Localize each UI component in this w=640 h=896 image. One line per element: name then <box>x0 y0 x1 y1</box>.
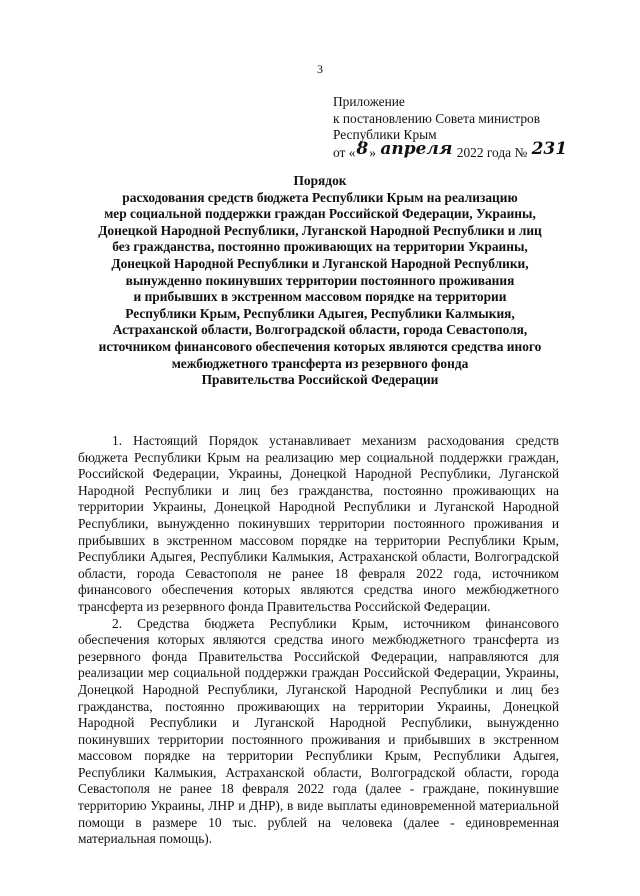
title-line: Республики Крым, Республики Адыгея, Республики Калмыкия, <box>125 305 515 321</box>
title-line: Донецкой Народной Республики, Луганской Народной Республики и лиц <box>98 222 542 238</box>
appendix-issuer: Республики Крым <box>333 127 437 143</box>
title-line: расходования средств бюджета Республики Крым на реализацию <box>122 189 518 205</box>
title-line: Правительства Российской Федерации <box>201 372 439 388</box>
document-body <box>78 433 559 848</box>
appendix-reference: к постановлению Совета министров <box>333 110 541 126</box>
handwritten-number: 231 <box>531 138 568 159</box>
title-line: источником финансового обеспечения которых являются средства иного <box>98 338 542 354</box>
title-line: и прибывших в экстренном массовом порядке на территории <box>133 289 507 305</box>
paragraph-2: 2. Средства бюджета Республики Крым, источником финансового обеспечения которых являются средства иного межбюджетного трансферта из резервного фонда Правительства Российской Федерации, направляются для реализации мер социальной поддержки граждан Российской Федерации, Украины, Донецкой Народной Республики, Луганской Народной Республики и лиц без гражданства, постоянно проживающих на территории Украины, Донецкой Народной Республики и Луганской Народной Республики, вынужденно покинувших территории постоянного проживания и прибывших в экстренном массовом порядке на территории Республики Крым, Республики Адыгея, Республики Калмыкия, Астраханской области, Волгоградской области, города Севастополя не ранее 18 февраля 2022 года (далее - граждане, покинувшие территорию Украины, ЛНР и ДНР), в виде выплаты единовременной материальной помощи в размере 10 тыс. рублей на человека (далее - единовременная материальная помощь). <box>78 615 559 847</box>
title-line: без гражданства, постоянно проживающих на территории Украины, <box>112 239 528 255</box>
title-line: Донецкой Народной Республики и Луганской Народной Республики, <box>111 255 529 271</box>
title-line: вынужденно покинувших территории постоянного проживания <box>125 272 515 288</box>
appendix-block <box>333 94 633 161</box>
paragraph-1: 1. Настоящий Порядок устанавливает механизм расходования средств бюджета Республики Крым на реализацию мер социальной поддержки граждан, Российской Федерации, Украины, Донецкой Народной Республики, Луганской Народной Республики и лиц без гражданства, постоянно проживающих на территории Украины, Донецкой Народной Республики и Луганской Народной Республики, вынужденно покинувших территории постоянного проживания и прибывших в экстренном массовом порядке на территории Республики Крым, Республики Адыгея, Республики Калмыкия, Астраханской области, Волгоградской области, города Севастополя не ранее 18 февраля 2022 года, источником финансового обеспечения которых являются средства иного межбюджетного трансферта из резервного фонда Правительства Российской Федерации. <box>78 433 559 614</box>
page-number: 3 <box>317 62 323 76</box>
title-heading: Порядок <box>293 173 347 188</box>
date-close: » <box>369 144 376 160</box>
handwritten-day: 8 <box>356 138 369 159</box>
title-line: межбюджетного трансферта из резервного фонда <box>171 355 469 371</box>
appendix-date-line <box>333 138 633 162</box>
year-text: 2022 года № <box>456 144 528 160</box>
document-title <box>70 173 570 389</box>
appendix-label: Приложение <box>333 94 405 109</box>
date-prefix: от « <box>333 144 356 160</box>
title-line: мер социальной поддержки граждан Российской Федерации, Украины, <box>104 206 536 222</box>
title-line: Астраханской области, Волгоградской области, города Севастополя, <box>112 322 528 338</box>
handwritten-month: апреля <box>380 138 453 159</box>
